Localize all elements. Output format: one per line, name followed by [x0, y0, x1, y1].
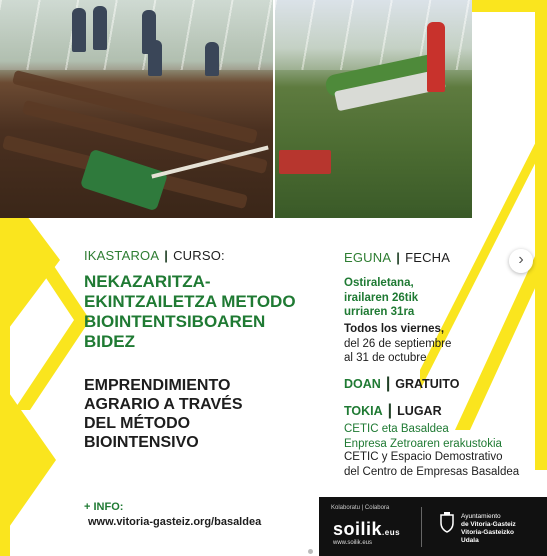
title-eu-line: BIOINTENTSIBOAREN	[84, 312, 266, 331]
date-label-es: FECHA	[405, 250, 451, 265]
info-block	[84, 501, 261, 528]
date-es	[344, 322, 451, 366]
collab-label: Kolaboratu | Colabora	[331, 505, 390, 511]
place-eu	[344, 422, 502, 451]
footer-divider	[421, 507, 422, 547]
carousel-dot[interactable]	[300, 549, 305, 554]
seeder-tool	[80, 149, 168, 212]
place-es-line: del Centro de Empresas Basaldea	[344, 465, 520, 478]
carousel-dots	[300, 541, 316, 556]
price-label	[344, 375, 459, 393]
title-eu-line: NEKAZARITZA-	[84, 272, 211, 291]
date-es-line: Todos los viernes,	[344, 323, 445, 335]
place-eu-line: Enpresa Zetroaren erakustokia	[344, 437, 502, 450]
title-es-line: EMPRENDIMIENTO	[84, 377, 231, 394]
carousel-next-button[interactable]: ›	[509, 249, 533, 273]
course-title-es	[84, 376, 243, 452]
date-eu-line: urriaren 31ra	[344, 306, 415, 318]
date-es-line: al 31 de octubre	[344, 352, 427, 364]
course-label-eu: IKASTAROA	[84, 248, 160, 263]
place-label	[344, 402, 442, 420]
price-es: GRATUITO	[395, 377, 460, 391]
date-es-line: del 26 de septiembre	[344, 337, 452, 350]
separator: |	[387, 402, 393, 419]
date-label-eu: EGUNA	[344, 250, 392, 265]
info-label: + INFO:	[84, 501, 124, 513]
price-eu: DOAN	[344, 377, 381, 391]
course-label	[84, 248, 225, 263]
city-crest-icon	[439, 511, 455, 533]
separator: |	[396, 250, 401, 265]
course-label-es: CURSO:	[173, 248, 225, 263]
sponsor-footer	[319, 497, 547, 556]
place-eu-line: CETIC eta Basaldea	[344, 423, 449, 435]
title-eu-line: BIDEZ	[84, 332, 135, 351]
course-title-eu	[84, 272, 296, 352]
city-council-name: Ayuntamiento de Vitoria-Gasteiz Vitoria-Gasteizko Udala	[461, 513, 516, 544]
place-label-eu: TOKIA	[344, 404, 383, 418]
separator: |	[385, 375, 391, 392]
date-eu	[344, 276, 418, 320]
date-label	[344, 250, 450, 265]
title-eu-line: EKINTZAILETZA METODO	[84, 292, 296, 311]
place-es-line: CETIC y Espacio Demostrativo	[344, 451, 503, 463]
title-es-line: AGRARIO A TRAVÉS	[84, 396, 243, 413]
place-es	[344, 450, 519, 479]
date-eu-line: irailaren 26tik	[344, 291, 419, 304]
place-label-es: LUGAR	[397, 404, 442, 418]
photo-garden-workers	[0, 0, 273, 218]
soilik-logo: soilik.eus	[333, 519, 401, 539]
carousel-dot[interactable]	[308, 549, 313, 554]
date-eu-line: Ostiraletana,	[344, 277, 414, 289]
photo-greenhouse-cart	[275, 0, 472, 218]
info-link[interactable]: www.vitoria-gasteiz.org/basaldea	[88, 516, 262, 528]
title-es-line: DEL MÉTODO	[84, 415, 191, 432]
soilik-url: www.soilik.eus	[333, 540, 373, 546]
separator: |	[164, 248, 169, 263]
title-es-line: BIOINTENSIVO	[84, 434, 199, 451]
